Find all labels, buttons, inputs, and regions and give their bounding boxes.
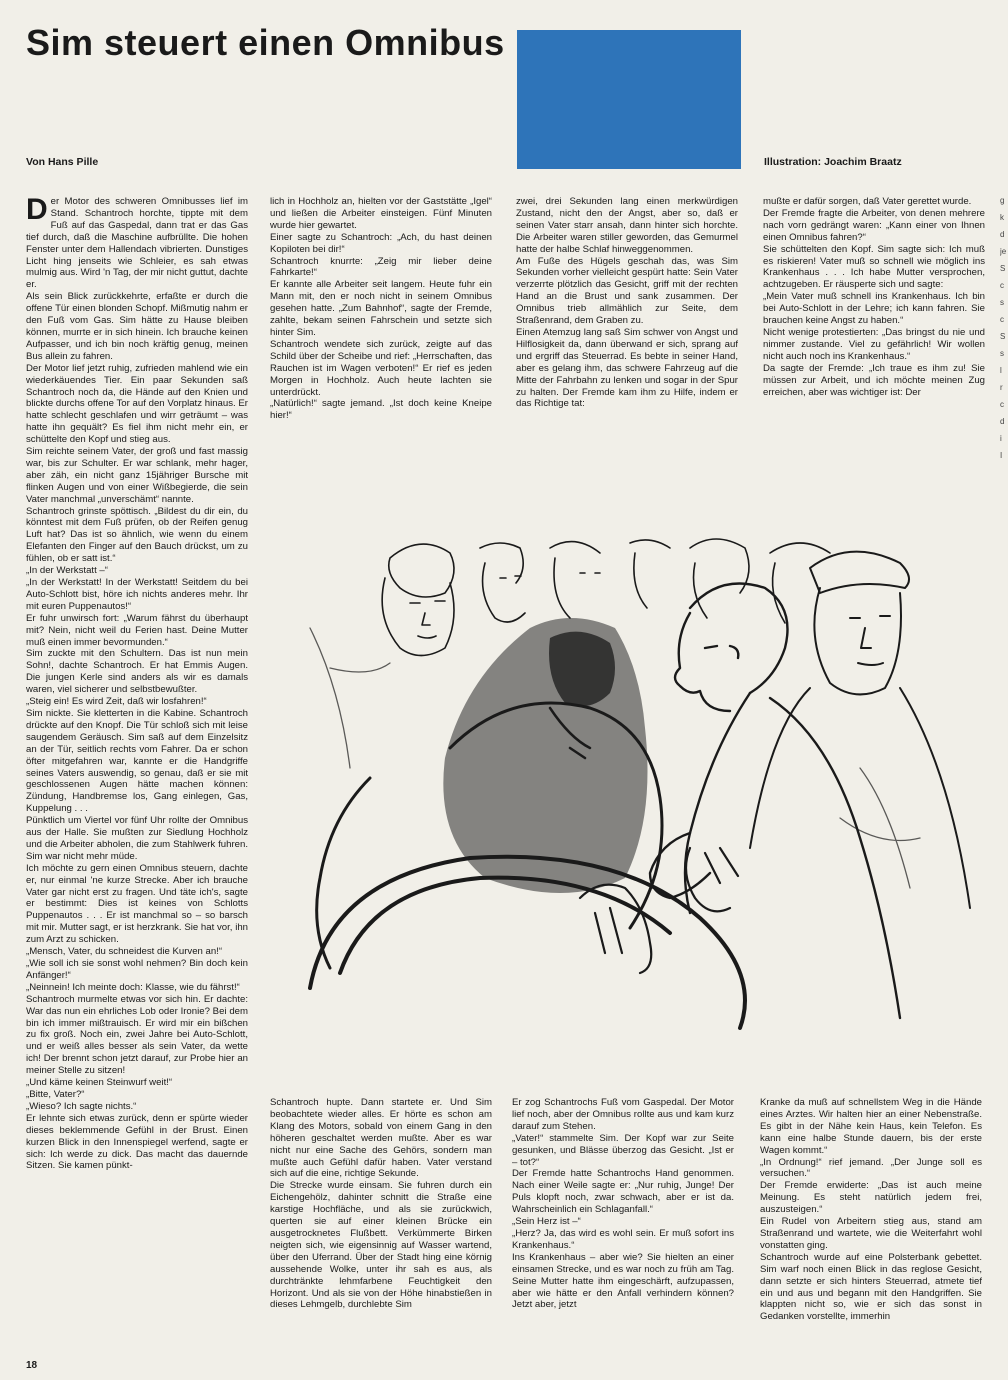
ink-illustration-bus-passengers (250, 518, 992, 1078)
paragraph: Die Strecke wurde einsam. Sie fuhren durch ein Eichengehölz, dahinter schnitt die Straße eine karstige Hochfläche, und als sie zurückwich, querten sie auf einer kleinen Brücke ein ausgetrocknetes Flußbett. Verkümmerte Birken neigten sich, wie eigensinnig auf Wasser wartend, über den Uferrand. Über der Stadt hing eine körnig aussehende Wolke, unter ihr sah es aus, als durchtränkte lehmfarbene Feuchtigkeit den Horizont. Und als sie von der Höhe hinabstießen in dieses Lehmgelb, durchlebte Sim (270, 1180, 492, 1311)
illustrator-credit: Illustration: Joachim Braatz (764, 156, 902, 168)
paragraph: Schantroch wendete sich zurück, zeigte auf das Schild über der Scheibe und rief: „Herrschaften, das Rauchen ist im Wagen verboten!“ Er rief es jeden Morgen in Hochholz. Auch heute lachten sie unterdrückt. (270, 338, 492, 398)
paragraph: zwei, drei Sekunden lang einen merkwürdigen Zustand, nicht den der Angst, aber so, daß er seinen Vater starr ansah, dann hinter sich horchte. Die Arbeiter waren stiller geworden, das Gemurmel hatte der halbe Schlaf hinweggenommen. (516, 196, 738, 255)
paragraph: „Neinnein! Ich meinte doch: Klasse, wie du fährst!“ (26, 981, 240, 993)
text-column-2-top (270, 196, 492, 446)
paragraph: Sim nickte. Sie kletterten in die Kabine. Schantroch drückte auf den Knopf. Die Tür schloß sich mit leise saugendem Geräusch. Sim saß auf dem Einzelsitz an der Tür, seitlich rechts vom Fahrer. Da er schon öfter mitgefahren war, kannte er die Handgriffe seines Vaters auswendig, so genau, daß er sie mit geschlossenen Augen hätte machen können: Zündung, Handbremse los, Gang einlegen, Gas, Kuppelung . . . (26, 707, 248, 815)
paragraph: „Und käme keinen Steinwurf weit!“ (26, 1077, 173, 1089)
paragraph: Der Motor des schweren Omnibusses lief im Stand. Schantroch horchte, tippte mit dem Fuß auf das Gaspedal, dann trat er das Gas tief durch, daß die Maschine aufbrüllte. Die hohen Fenster unter dem Hallendach vibrierten. Dunstiges Licht hing jenseits wie Schleier, es sah etwas mulmig aus. Wird 'n Tag, der mir nicht guttut, dachte er. (26, 196, 248, 291)
paragraph: Schantroch wurde auf eine Polsterbank gebettet. Sim warf noch einen Blick in das reglose Gesicht, dann setzte er sich hinters Steuerrad, atmete tief ein und aus und begann mit den Handgriffen. Sie klappten nicht so, wie er sich das sonst in Gedanken vorstellte, immerhin (760, 1251, 982, 1323)
text-column-3-bottom (512, 1097, 734, 1367)
paragraph: Er zog Schantrochs Fuß vom Gaspedal. Der Motor lief noch, aber der Omnibus rollte aus und kam kurz darauf zum Stehen. (512, 1097, 734, 1132)
author-byline: Von Hans Pille (26, 156, 99, 168)
paragraph: Kranke da muß auf schnellstem Weg in die Hände eines Arztes. Wir halten hier an einer Nebenstraße. Es gibt in der Nähe kein Haus, kein Telefon. Es kann eine halbe Stunde dauern, bis der erste Wagen kommt.“ (760, 1097, 982, 1156)
paragraph: Er fuhr unwirsch fort: „Warum fährst du überhaupt mit? Nein, nicht weil du Ferien hast. Deine Mutter muß einen immer bevormunden.“ (26, 612, 248, 648)
page-number: 18 (26, 1360, 38, 1371)
paragraph: Der Fremde hatte Schantrochs Hand genommen. Nach einer Weile sagte er: „Nur ruhig, Junge! Der Puls klopft noch, zwar schwach, aber er ist da. Wahrscheinlich ein Schlaganfall.“ (512, 1168, 734, 1216)
paragraph: „Vater!“ stammelte Sim. Der Kopf war zur Seite gesunken, und Blässe überzog das Gesicht. „Ist er – tot?“ (512, 1132, 734, 1168)
paragraph: Sim reichte seinem Vater, der groß und fast massig war, bis zur Schulter. Er war schlank, mehr hager, aber zäh, ein nicht ganz 15jähriger Bursche mit flinken Augen und von einer Wißbegierde, die sein Vater manchmal „unverschämt“ nannte. (26, 446, 248, 505)
paragraph: „In der Werkstatt! In der Werkstatt! Seitdem du bei Auto-Schlott bist, höre ich nichts anderes mehr. Ihr mit euren Puppenautos!“ (26, 577, 248, 612)
paragraph: Schantroch hupte. Dann startete er. Und Sim beobachtete wieder alles. Er hörte es schon am Klang des Motors, sobald von einem Gang in den höheren geschaltet werden mußte. Aber es war nicht nur eine Sache des Gehörs, sondern man mußte auch Gefühl dafür haben. Vater verstand sich auf die eine, richtige Sekunde. (270, 1097, 492, 1180)
text-column-2-bottom (270, 1097, 492, 1367)
paragraph: Der Fremde erwiderte: „Das ist auch meine Meinung. Es steht natürlich jedem frei, auszusteigen.“ (760, 1180, 982, 1216)
paragraph: Am Fuße des Hügels geschah das, was Sim Sekunden vorher vielleicht gespürt hatte: Sein Vater verzerrte plötzlich das Gesicht, griff mit der rechten Hand an die Brust und sank zusammen. Der Omnibus trieb allmählich zur Seite, dem Straßenrand, dem Graben zu. (516, 255, 738, 327)
paragraph: Schantroch knurrte: „Zeig mir lieber deine Fahrkarte!“ (270, 255, 492, 279)
text-column-4-top (763, 196, 985, 446)
paragraph: „Bitte, Vater?“ (26, 1088, 85, 1100)
paragraph: Er kannte alle Arbeiter seit langem. Heute fuhr ein Mann mit, den er noch nicht in seinem Omnibus gesehen hatte. „Zum Bahnhof“, sagte der Fremde, zahlte, bekam seinen Fahrschein und setzte sich hinter Sim. (270, 279, 492, 338)
text-column-1 (26, 196, 248, 1348)
paragraph: Der Fremde fragte die Arbeiter, von denen mehrere nach vorn gedrängt waren: „Kann einer von Ihnen einen Omnibus fahren?“ (763, 207, 985, 243)
paragraph: „Herz? Ja, das wird es wohl sein. Er muß sofort ins Krankenhaus.“ (512, 1227, 734, 1251)
driver-hunched (317, 618, 662, 968)
paragraph: Einen Atemzug lang saß Sim schwer von Angst und Hilflosigkeit da, dann überwand er sich, sprang auf und ergriff das Steuerrad. Es bebte in seiner Hand, aber es gelang ihm, das schwere Fahrzeug auf die Mitte der Fahrbahn zu lenken und sogar in der Spur zu halten. Der Fremde kam ihm zu Hilfe, indem er das Richtige tat: (516, 326, 738, 410)
paragraph: Er lehnte sich etwas zurück, denn er spürte wieder dieses beklemmende Gefühl in der Brust. Einen kurzen Blick in den Innenspiegel werfend, sagte er sich: Ich werde zu dick. Das macht das dauernde Sitzen. Sie kamen pünkt- (26, 1112, 248, 1172)
paragraph: Pünktlich um Viertel vor fünf Uhr rollte der Omnibus aus der Halle. Sie mußten zur Siedlung Hochholz und die Arbeiter abholen, die zum Stahlwerk fuhren. Sim war nicht mehr müde. (26, 815, 248, 862)
paragraph: Ich möchte zu gern einen Omnibus steuern, dachte er, nur einmal 'ne kurze Strecke. Aber ich brauche Vater gar nicht erst zu fragen. Und täte ich's, sagte er bestimmt: Dies ist keines von Schlotts Puppenautos . . . Er ist manchmal so – so barsch mit mir. Mutter sagt, er ist herzkrank. Sie hat vor, ihn zum Arzt zu schicken. (26, 862, 248, 946)
paragraph: Ein Rudel von Arbeitern stieg aus, stand am Straßenrand und wartete, wie die Weiterfahrt wohl vonstatten ging. (760, 1216, 982, 1251)
paragraph: „Wieso? Ich sagte nichts.“ (26, 1100, 137, 1112)
paragraph: „Natürlich!“ sagte jemand. „Ist doch keine Kneipe hier!“ (270, 398, 492, 422)
paragraph: Einer sagte zu Schantroch: „Ach, du hast deinen Kopiloten bei dir!“ (270, 231, 492, 255)
paragraph: „Mensch, Vater, du schneidest die Kurven an!“ (26, 946, 223, 958)
paragraph: Als sein Blick zurückkehrte, erfaßte er durch die offene Tür einen blonden Schopf. Mißmutig nahm er den Fuß vom Gas. Sim hätte zu Hause bleiben können, murrte er in sich hinein. Ich brauche keinen Aufpasser, und ich bin noch kräftig genug, meinen Bus allein zu fahren. (26, 291, 248, 362)
paragraph: „In der Werkstatt –“ (26, 565, 108, 577)
text-column-3-top (516, 196, 738, 446)
paragraph: „Wie soll ich sie sonst wohl nehmen? Bin doch kein Anfänger!“ (26, 958, 248, 981)
text-column-4-bottom (760, 1097, 982, 1367)
paragraph: lich in Hochholz an, hielten vor der Gaststätte „Igel“ und ließen die Arbeiter einsteigen. Fünf Minuten wurde hier gewartet. (270, 196, 492, 231)
paragraph: Schantroch murmelte etwas vor sich hin. Er dachte: War das nun ein ehrliches Lob oder Ironie? Bei dem bin ich immer mißtrauisch. Er wird mir ein bißchen zu fix groß. Noch ein, zwei Jahre bei Auto-Schlott, und er weiß alles besser als sein Vater, da wette ich! Der brennt schon jetzt darauf, zur Probe hier an meiner Stelle zu sitzen! (26, 993, 248, 1077)
paragraph: Nicht wenige protestierten: „Das bringst du nie und nimmer zustande. Viel zu gefährlich! Wir wollen nicht auch noch ins Krankenhaus.“ (763, 326, 985, 362)
paragraph: Ins Krankenhaus – aber wie? Sie hielten an einer einsamen Strecke, und es war noch zu früh am Tag. Seine Mutter hatte ihm eingeschärft, aufzupassen, aber wie hätte er den Anfall verhindern können? Jetzt aber, jetzt (512, 1251, 734, 1311)
paragraph: Da sagte der Fremde: „Ich traue es ihm zu! Sie müssen zur Arbeit, und ich möchte meinen Zug erreichen, aber was wichtiger ist: Der (763, 362, 985, 398)
paragraph: „Mein Vater muß schnell ins Krankenhaus. Ich bin bei Auto-Schlott in der Lehre; ich kann fahren. Sie brauchen keine Angst zu haben.“ (763, 291, 985, 327)
paragraph: „Steig ein! Es wird Zeit, daß wir losfahren!“ (26, 696, 207, 708)
paragraph: Der Motor lief jetzt ruhig, zufrieden mahlend wie ein wiederkäuendes Tier. Ein paar Sekunden saß Schantroch noch da, die Hände auf den Knien und blickte durchs offene Tor auf den Vorplatz hinaus. Er hatte schlecht geschlafen und wirr geträumt – was hatte ihn gequält? Es fiel ihm nicht mehr ein, er schüttelte den Kopf und stieg aus. (26, 362, 248, 446)
paragraph: Sim zuckte mit den Schultern. Das ist nun mein Sohn!, dachte Schantroch. Er hat Emmis Augen. Die jungen Kerle sind anders als wir es damals waren, viel sicherer und selbstbewußter. (26, 648, 248, 696)
drop-cap: D (26, 196, 48, 226)
paragraph: Sie schüttelten den Kopf. Sim sagte sich: Ich muß es riskieren! Vater muß so schnell wie möglich ins Krankenhaus . . . Ich habe Mutter versprochen, achtzugeben. Er räusperte sich und sagte: (763, 243, 985, 291)
passenger-with-cap (750, 552, 970, 908)
paragraph: „In Ordnung!“ rief jemand. „Der Junge soll es versuchen.“ (760, 1156, 982, 1180)
paragraph: „Sein Herz ist –“ (512, 1216, 581, 1228)
paragraph: mußte er dafür sorgen, daß Vater gerettet wurde. (763, 196, 972, 207)
blue-color-block (517, 30, 741, 169)
article-title: Sim steuert einen Omnibus (26, 22, 505, 63)
next-page-edge-letters: g k d je S c s c S s l r c d i I (1000, 196, 1007, 460)
paragraph: Schantroch grinste spöttisch. „Bildest du dir ein, du könntest mit dem Fuß prüfen, ob der Reifen genug Luft hat? Das ist so ähnlich, wie wenn du einem Elefanten den Finger auf den Bauch drückst, um zu fühlen, ob er satt ist.“ (26, 505, 248, 565)
